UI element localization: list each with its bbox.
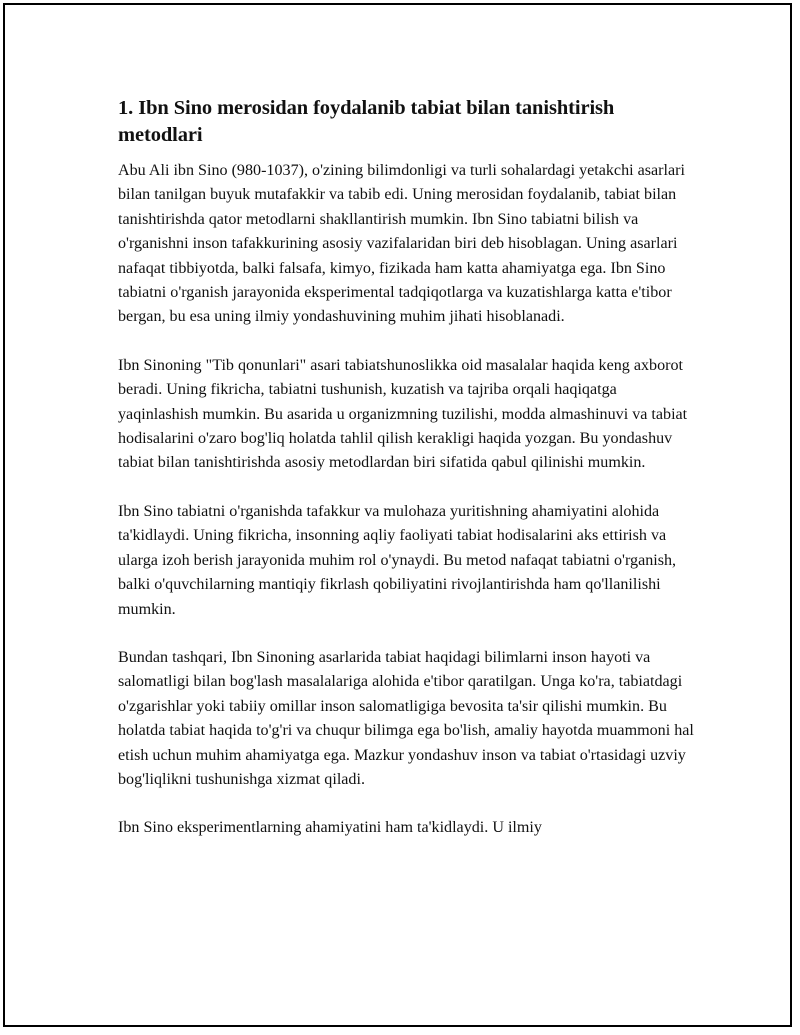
paragraph-3: Ibn Sino tabiatni o'rganishda tafakkur va mulohaza yuritishning ahamiyatini alohida ta'kidlaydi. Uning fikricha, insonning aqliy faoliyati tabiat hodisalarini aks ettirish va ularga izoh berish jarayonida muhim rol o'ynaydi. Bu metod nafaqat tabiatni o'rganish, balki o'quvchilarning mantiqiy fikrlash qobiliyatini rivojlantirishda ham qo'llanilishi mumkin. bbox=[118, 502, 677, 618]
paragraph-1: Abu Ali ibn Sino (980-1037), o'zining bilimdonligi va turli sohalardagi yetakchi asarlari bilan tanilgan buyuk mutafakkir va tabib edi. Uning merosidan foydalanib, tabiat bilan tanishtirishda qator metodlarni shakllantirish mumkin. Ibn Sino tabiatni bilish va o'rganishni inson tafakkurining asosiy vazifalaridan biri deb hisoblagan. Uning asarlari nafaqat tibbiyotda, balki falsafa, kimyo, fizikada ham katta ahamiyatga ega. Ibn Sino tabiatni o'rganish jarayonida eksperimental tadqiqotlarga va kuzatishlarga katta e'tibor bergan, bu esa uning ilmiy yondashuvining muhim jihati hisoblanadi. bbox=[118, 162, 685, 326]
document-body bbox=[118, 95, 696, 841]
paragraph-4: Bundan tashqari, Ibn Sinoning asarlarida tabiat haqidagi bilimlarni inson hayoti va salomatligi bilan bog'lash masalalariga alohida e'tibor qaratilgan. Unga ko'ra, tabiatdagi o'zgarishlar yoki tabiiy omillar inson salomatligiga bevosita ta'sir qilishi mumkin. Bu holatda tabiat haqida to'g'ri va chuqur bilimga ega bo'lish, amaliy hayotda muammoni hal etish uchun muhim ahamiyatga ega. Mazkur yondashuv inson va tabiat o'rtasidagi uzviy bog'liqlikni tushunishga xizmat qiladi. bbox=[118, 648, 694, 788]
paragraph-5: Ibn Sino eksperimentlarning ahamiyatini ham ta'kidlaydi. U ilmiy bbox=[118, 819, 542, 837]
paragraph-2: Ibn Sinoning "Tib qonunlari" asari tabiatshunoslikka oid masalalar haqida keng axborot beradi. Uning fikricha, tabiatni tushunish, kuzatish va tajriba orqali haqiqatga yaqinlashish mumkin. Bu asarida u organizmning tuzilishi, modda almashinuvi va tabiat hodisalarini o'zaro bog'liq holatda tahlil qilish kerakligi haqida yozgan. Bu yondashuv tabiat bilan tanishtirishda asosiy metodlardan biri sifatida qabul qilinishi mumkin. bbox=[118, 356, 688, 472]
section-heading: 1. Ibn Sino merosidan foydalanib tabiat bilan tanishtirish metodlari bbox=[118, 97, 615, 146]
